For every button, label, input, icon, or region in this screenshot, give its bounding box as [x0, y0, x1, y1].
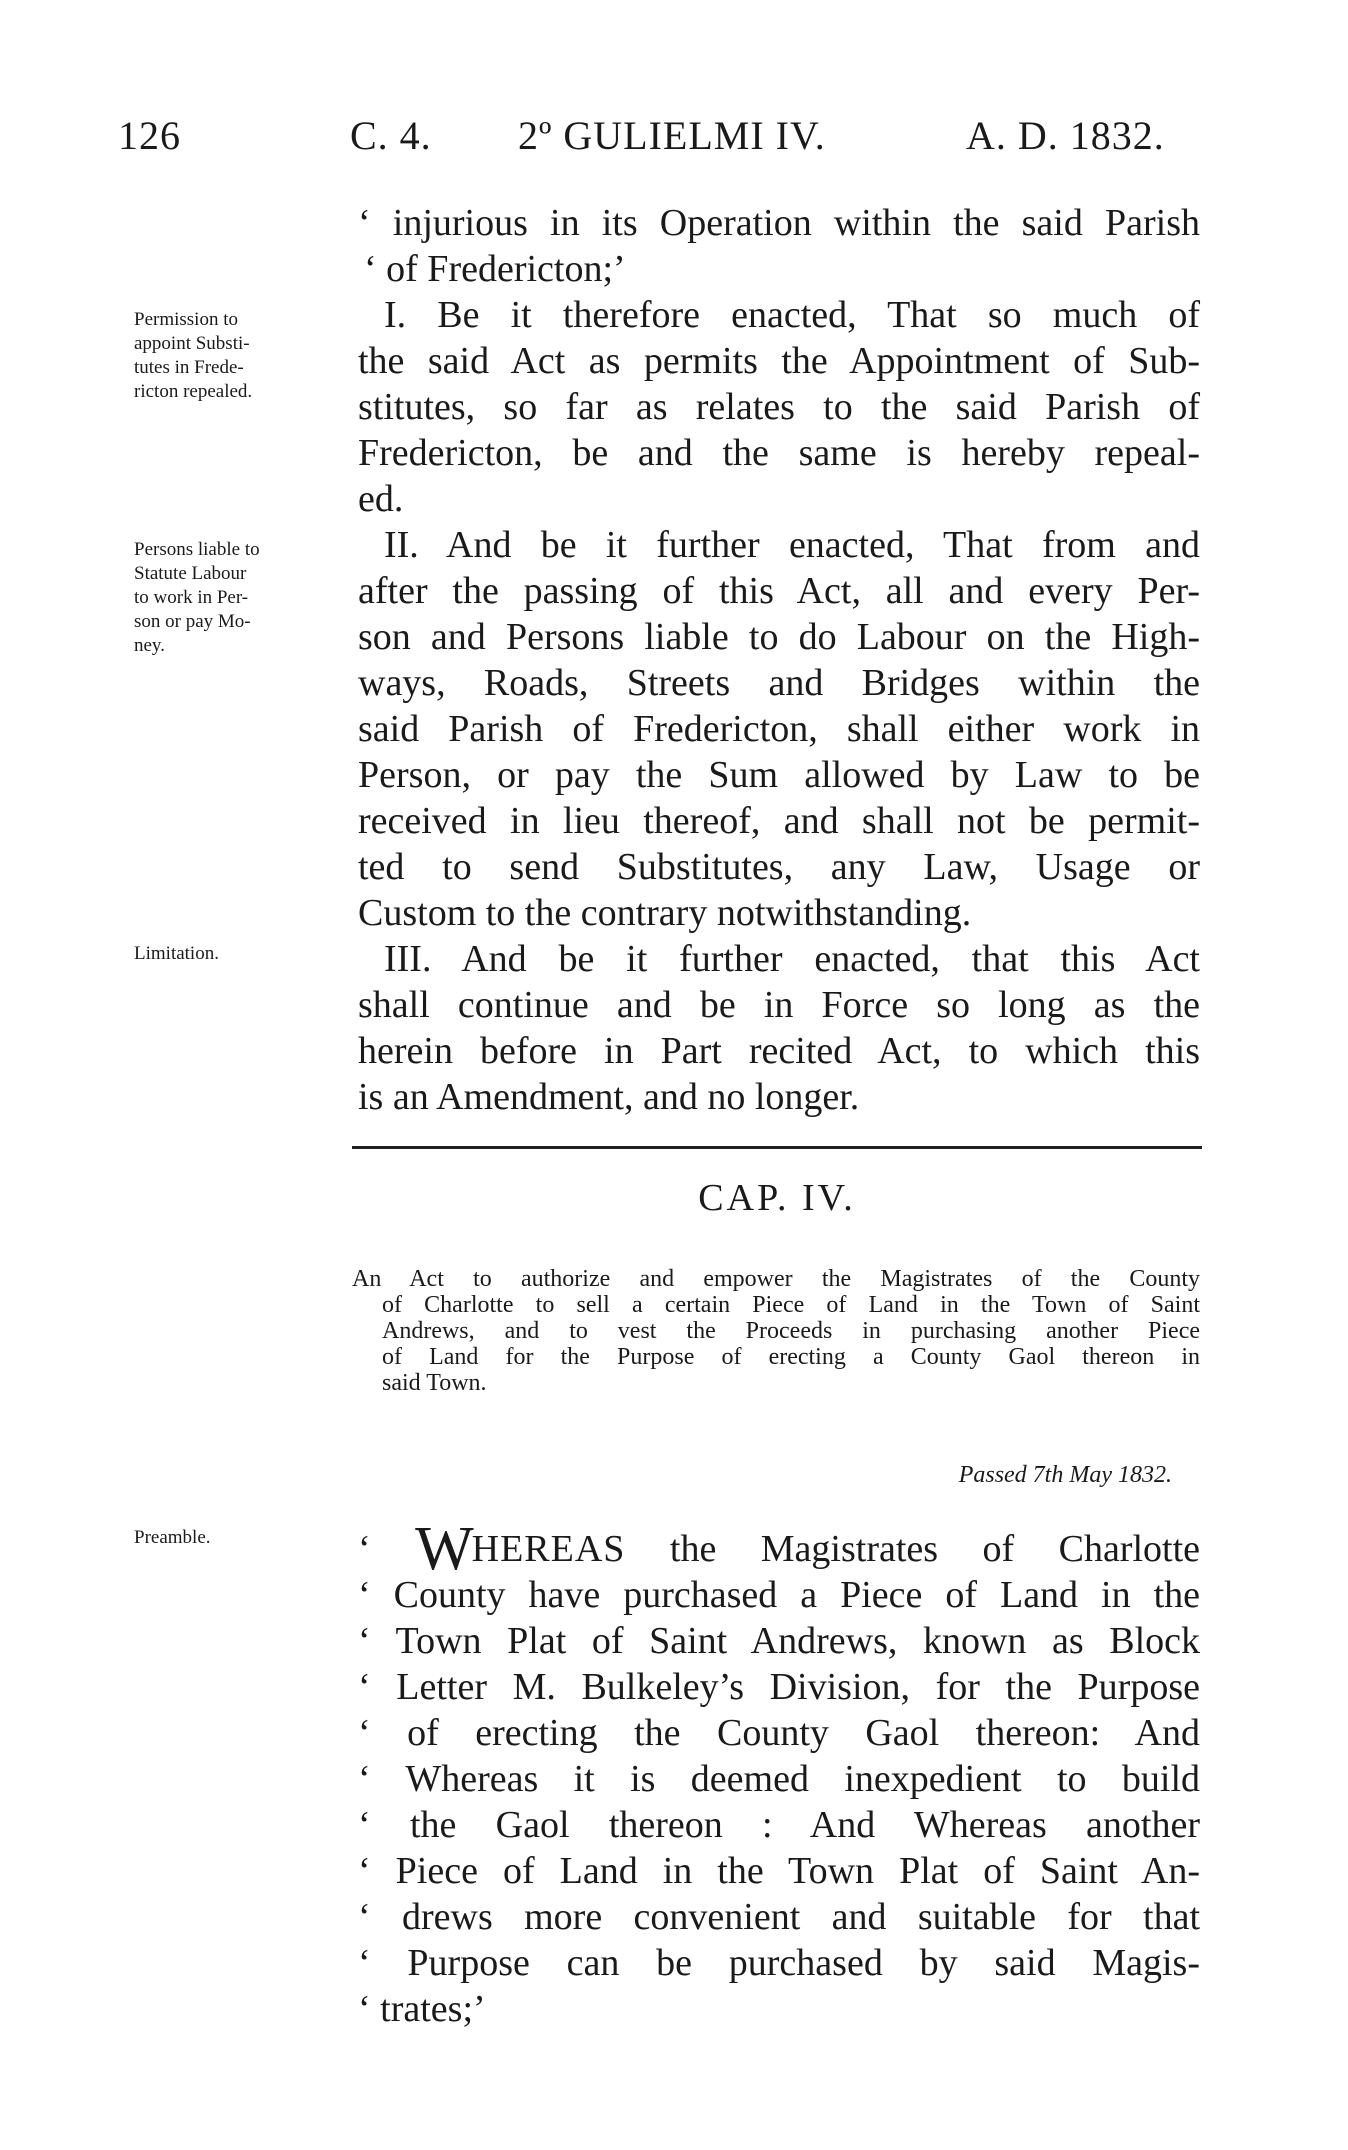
margin-note-substitutes — [134, 308, 364, 404]
margin-note-line: to work in Per- — [134, 587, 249, 608]
preamble-first-line — [358, 1515, 1200, 1583]
margin-note-line: son or pay Mo- — [134, 611, 251, 632]
margin-note-line: ricton repealed. — [134, 381, 253, 402]
text-line: ‘ of Fredericton;’ — [364, 248, 626, 290]
margin-note-line: Statute Labour — [134, 563, 247, 584]
act-title-line: of Charlotte to sell a certain Piece of Land in the Town of Saint — [382, 1292, 1200, 1318]
act-title-line: Andrews, and to vest the Proceeds in purchasing another Piece — [382, 1318, 1200, 1344]
text-line: the said Act as permits the Appointment of Sub- — [358, 340, 1200, 382]
text-line: ‘ drews more convenient and suitable for that — [358, 1896, 1200, 1938]
margin-note-line: tutes in Frede- — [134, 357, 244, 378]
text-line: said Parish of Fredericton, shall either work in — [358, 708, 1200, 750]
page-number: 126 — [118, 113, 181, 158]
opening-quote: ‘ — [358, 1528, 416, 1570]
text-line: son and Persons liable to do Labour on the High- — [358, 616, 1200, 658]
margin-note-line: Limitation. — [134, 943, 219, 964]
chapter-label: C. 4. — [350, 113, 432, 158]
text-line: Fredericton, be and the same is hereby repeal- — [358, 432, 1200, 474]
text-line: ‘ trates;’ — [358, 1988, 486, 2030]
text-line: ‘ Piece of Land in the Town Plat of Saint An- — [358, 1850, 1200, 1892]
text-line: ‘ Letter M. Bulkeley’s Division, for the Purpose — [358, 1666, 1200, 1708]
text-line: ‘ Purpose can be purchased by said Magis- — [358, 1942, 1200, 1984]
act-title-line: said Town. — [382, 1370, 487, 1396]
text-line: III. And be it further enacted, that this Act — [384, 938, 1200, 980]
text-line: ‘ of erecting the County Gaol thereon: And — [358, 1712, 1200, 1754]
text-line: shall continue and be in Force so long as the — [358, 984, 1200, 1026]
act-title-line: An Act to authorize and empower the Magistrates of the County — [352, 1266, 1200, 1292]
drop-cap: W — [415, 1515, 472, 1583]
text-line: Custom to the contrary notwithstanding. — [358, 892, 972, 934]
margin-note-line: Persons liable to — [134, 539, 260, 560]
margin-note-preamble — [134, 1526, 364, 1550]
text-line: ted to send Substitutes, any Law, Usage or — [358, 846, 1200, 888]
text-line: ‘ Town Plat of Saint Andrews, known as Block — [358, 1620, 1200, 1662]
preamble-keyword: HEREAS — [471, 1528, 626, 1570]
text-line: is an Amendment, and no longer. — [358, 1076, 860, 1118]
act-title-line: of Land for the Purpose of erecting a County Gaol thereon in — [382, 1344, 1200, 1370]
preamble-first-rest: the Magistrates of Charlotte — [625, 1528, 1200, 1570]
text-line: received in lieu thereof, and shall not be permit- — [358, 800, 1200, 842]
text-line: ‘ injurious in its Operation within the said Parish — [358, 202, 1200, 244]
text-line: I. Be it therefore enacted, That so much of — [384, 294, 1200, 336]
text-line: herein before in Part recited Act, to which this — [358, 1030, 1200, 1072]
text-line: ‘ the Gaol thereon : And Whereas another — [358, 1804, 1200, 1846]
margin-note-line: Preamble. — [134, 1527, 211, 1548]
passed-date: Passed 7th May 1832. — [958, 1462, 1172, 1488]
text-line: stitutes, so far as relates to the said Parish of — [358, 386, 1200, 428]
margin-note-limitation — [134, 942, 364, 966]
preamble-text — [358, 1515, 1200, 2032]
margin-note-statute-labour — [134, 538, 364, 658]
text-line: after the passing of this Act, all and every Per- — [358, 570, 1200, 612]
margin-note-line: ney. — [134, 635, 165, 656]
act-text-sections — [358, 200, 1200, 1120]
section-divider — [352, 1146, 1202, 1149]
act-long-title — [352, 1266, 1200, 1396]
margin-note-line: Permission to — [134, 309, 238, 330]
text-line: ways, Roads, Streets and Bridges within the — [358, 662, 1200, 704]
margin-note-line: appoint Substi- — [134, 333, 250, 354]
text-line: ‘ Whereas it is deemed inexpedient to build — [358, 1758, 1200, 1800]
text-line: ed. — [358, 478, 404, 520]
year-label: A. D. 1832. — [966, 113, 1165, 158]
running-header — [118, 112, 1208, 172]
text-line: ‘ County have purchased a Piece of Land in the — [358, 1574, 1200, 1616]
chapter-heading: CAP. IV. — [698, 1177, 856, 1219]
reign-label: 2º GULIELMI IV. — [518, 113, 826, 158]
text-line: II. And be it further enacted, That from and — [384, 524, 1200, 566]
text-line: Person, or pay the Sum allowed by Law to be — [358, 754, 1200, 796]
